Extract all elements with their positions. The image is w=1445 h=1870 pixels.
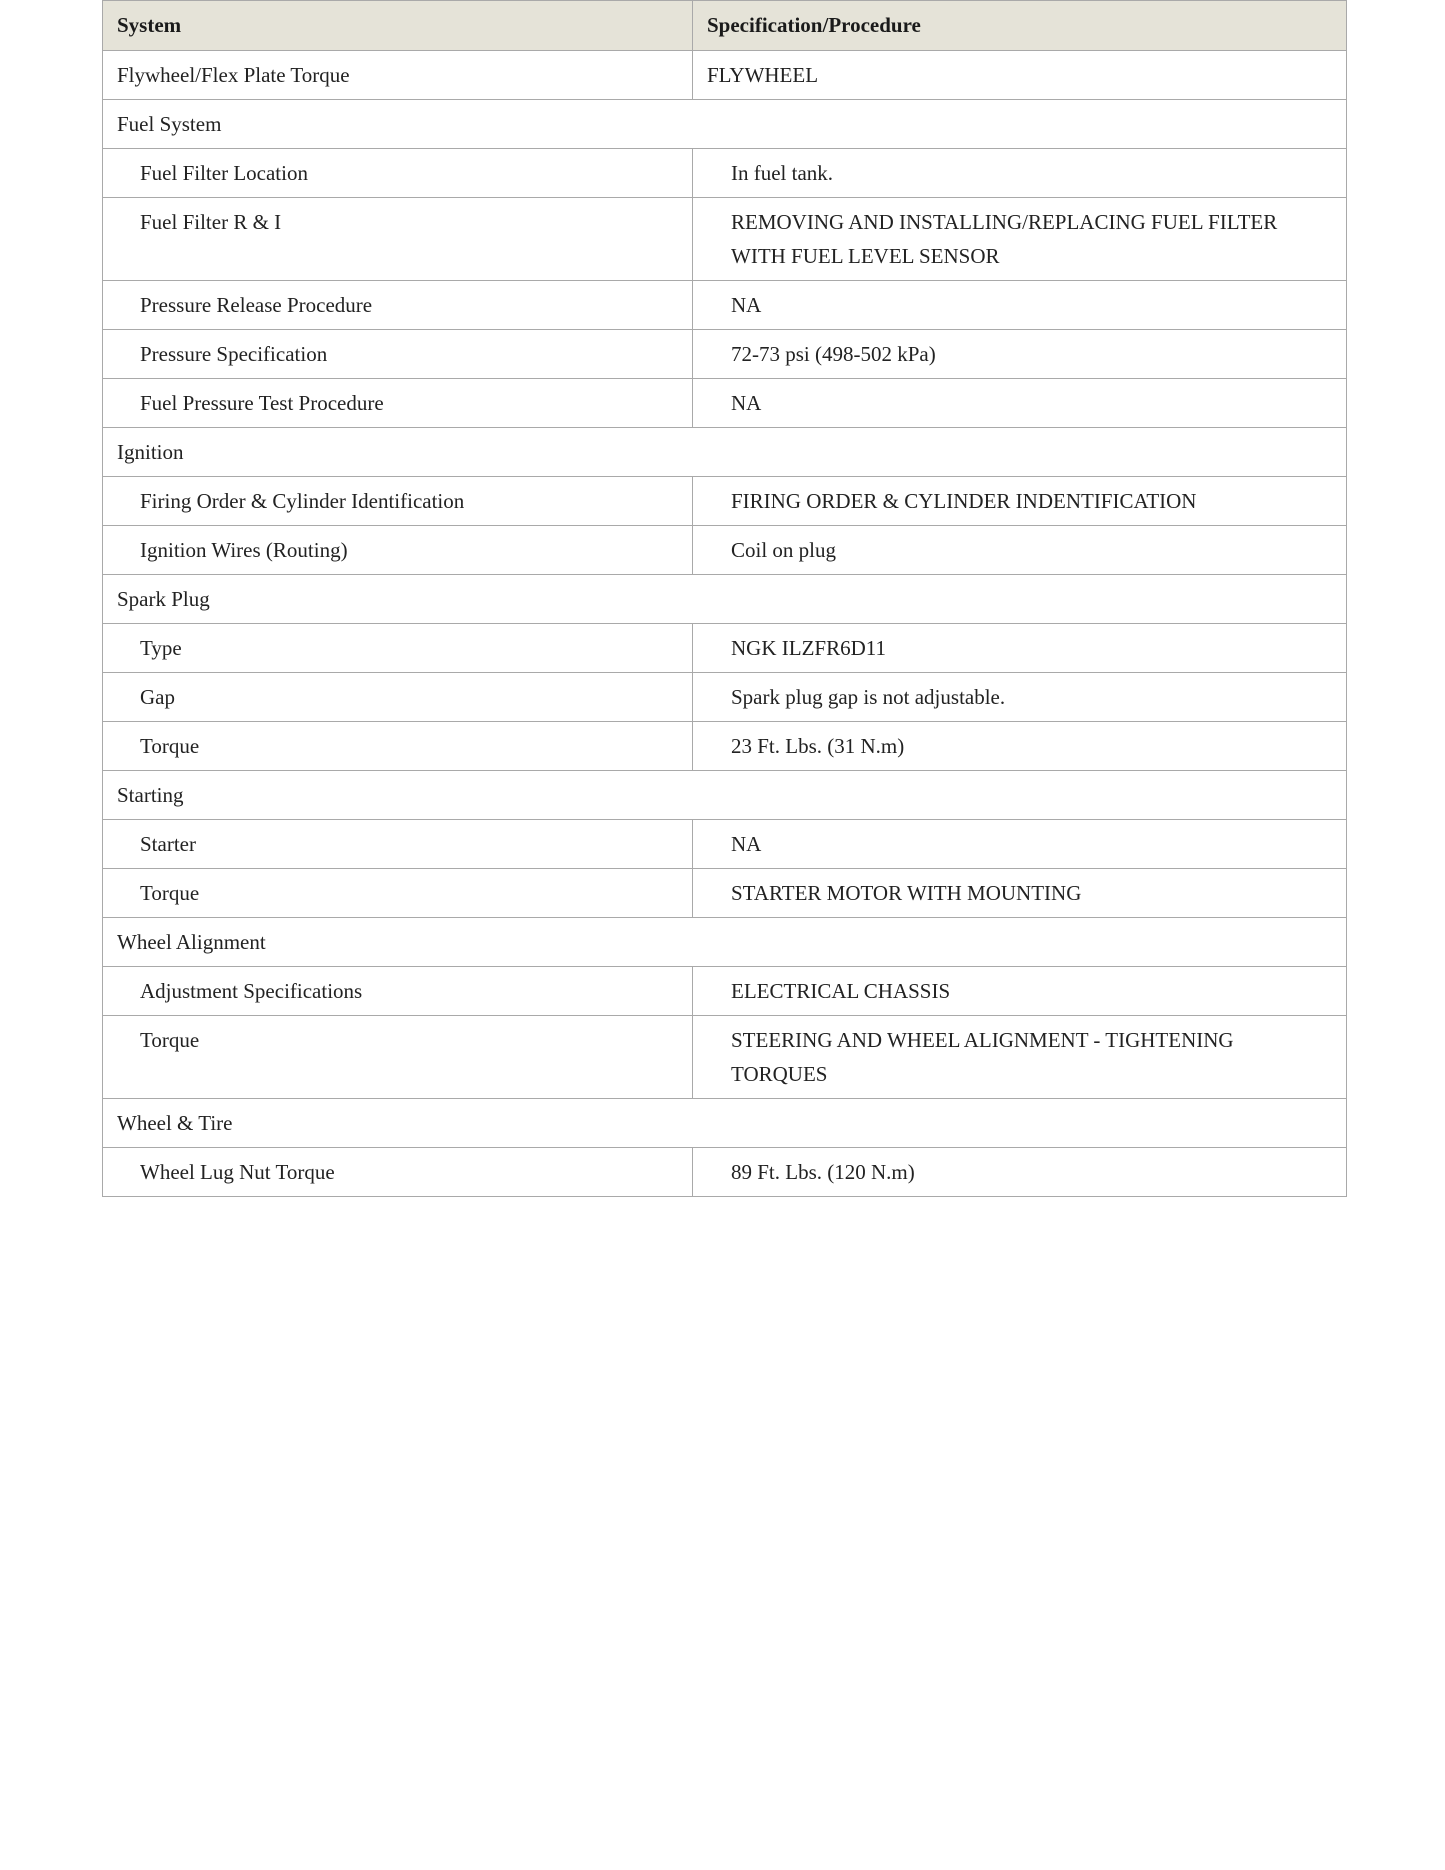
system-cell: Firing Order & Cylinder Identification (103, 477, 693, 526)
system-cell: Starter (103, 820, 693, 869)
table-row (103, 149, 1347, 198)
spec-cell: 89 Ft. Lbs. (120 N.m) (693, 1148, 1347, 1197)
section-row (103, 918, 1347, 967)
table-row (103, 967, 1347, 1016)
system-cell: Adjustment Specifications (103, 967, 693, 1016)
system-cell: Ignition Wires (Routing) (103, 526, 693, 575)
spec-cell: NGK ILZFR6D11 (693, 624, 1347, 673)
table-row (103, 1148, 1347, 1197)
section-row (103, 1099, 1347, 1148)
table-row (103, 51, 1347, 100)
system-cell: Wheel Lug Nut Torque (103, 1148, 693, 1197)
spec-cell: FLYWHEEL (693, 51, 1347, 100)
table-body (103, 51, 1347, 1197)
spec-table (102, 0, 1347, 1197)
spec-cell: STARTER MOTOR WITH MOUNTING (693, 869, 1347, 918)
system-cell: Fuel Pressure Test Procedure (103, 379, 693, 428)
table-row (103, 198, 1347, 281)
section-row (103, 428, 1347, 477)
table-row (103, 379, 1347, 428)
section-label: Ignition (103, 428, 1347, 477)
spec-cell: FIRING ORDER & CYLINDER INDENTIFICATION (693, 477, 1347, 526)
header-row (103, 1, 1347, 51)
system-cell: Gap (103, 673, 693, 722)
system-cell: Torque (103, 869, 693, 918)
table-row (103, 673, 1347, 722)
table-row (103, 722, 1347, 771)
table-row (103, 624, 1347, 673)
system-cell: Pressure Specification (103, 330, 693, 379)
header-system: System (103, 1, 693, 51)
system-cell: Torque (103, 722, 693, 771)
table-row (103, 281, 1347, 330)
table-row (103, 820, 1347, 869)
section-row (103, 575, 1347, 624)
section-label: Wheel & Tire (103, 1099, 1347, 1148)
table-row (103, 526, 1347, 575)
section-label: Fuel System (103, 100, 1347, 149)
spec-cell: NA (693, 379, 1347, 428)
table-row (103, 477, 1347, 526)
section-label: Starting (103, 771, 1347, 820)
spec-cell: Coil on plug (693, 526, 1347, 575)
table-row (103, 869, 1347, 918)
system-cell: Fuel Filter Location (103, 149, 693, 198)
section-row (103, 771, 1347, 820)
system-cell: Fuel Filter R & I (103, 198, 693, 281)
system-cell: Torque (103, 1016, 693, 1099)
system-cell: Pressure Release Procedure (103, 281, 693, 330)
spec-cell: In fuel tank. (693, 149, 1347, 198)
section-label: Spark Plug (103, 575, 1347, 624)
spec-cell: 72-73 psi (498-502 kPa) (693, 330, 1347, 379)
table-header (103, 1, 1347, 51)
spec-cell: 23 Ft. Lbs. (31 N.m) (693, 722, 1347, 771)
spec-cell: ELECTRICAL CHASSIS (693, 967, 1347, 1016)
system-cell: Flywheel/Flex Plate Torque (103, 51, 693, 100)
spec-cell: Spark plug gap is not adjustable. (693, 673, 1347, 722)
spec-cell: NA (693, 281, 1347, 330)
table-row (103, 330, 1347, 379)
spec-cell: NA (693, 820, 1347, 869)
header-specification: Specification/Procedure (693, 1, 1347, 51)
spec-cell: REMOVING AND INSTALLING/REPLACING FUEL FILTER WITH FUEL LEVEL SENSOR (693, 198, 1347, 281)
table-row (103, 1016, 1347, 1099)
section-label: Wheel Alignment (103, 918, 1347, 967)
spec-cell: STEERING AND WHEEL ALIGNMENT - TIGHTENING TORQUES (693, 1016, 1347, 1099)
section-row (103, 100, 1347, 149)
system-cell: Type (103, 624, 693, 673)
